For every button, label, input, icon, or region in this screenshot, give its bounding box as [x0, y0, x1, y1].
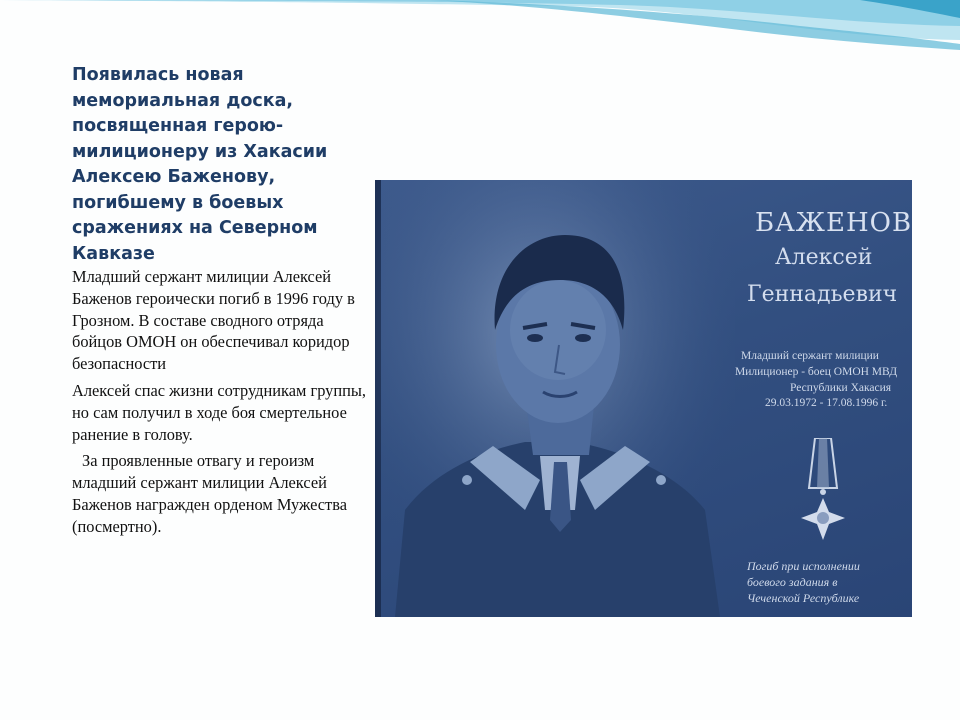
paragraph-2: Алексей спас жизни сотрудникам группы, но сам получил в ходе боя смертельное ранение в голову. [72, 380, 367, 444]
portrait-image [375, 180, 735, 617]
slide-heading: Появилась новая мемориальная доска, посвященная герою- милиционеру из Хакасии Алексею Баженову, погибшему в боевых сражениях на Северном Кавказе [72, 65, 328, 264]
article-body [72, 266, 372, 543]
plaque-surname: БАЖЕНОВ [755, 208, 912, 238]
plaque-rank: Младший сержант милиции [741, 350, 879, 362]
paragraph-1: Младший сержант милиции Алексей Баженов героически погиб в 1996 году в Грозном. В составе сводного отряда бойцов ОМОН он обеспечивал коридор безопасности [72, 267, 355, 374]
memorial-plaque-photo [375, 180, 912, 617]
plaque-region: Республики Хакасия [790, 382, 892, 394]
decorative-wave-band [0, 0, 960, 70]
plaque-first-name: Алексей [775, 245, 873, 270]
plaque-dates: 29.03.1972 - 17.08.1996 г. [765, 397, 888, 409]
plaque-patronymic: Геннадьевич [747, 282, 898, 307]
order-of-courage-medal-icon [793, 438, 853, 550]
plaque-position: Милиционер - боец ОМОН МВД [735, 366, 898, 378]
plaque-footer-inscription: Погиб при исполнении боевого задания в Чеченской Республике [747, 559, 860, 605]
paragraph-3: За проявленные отвагу и героизм младший сержант милиции Алексей Баженов награжден орденом Мужества (посмертно). [72, 451, 348, 536]
